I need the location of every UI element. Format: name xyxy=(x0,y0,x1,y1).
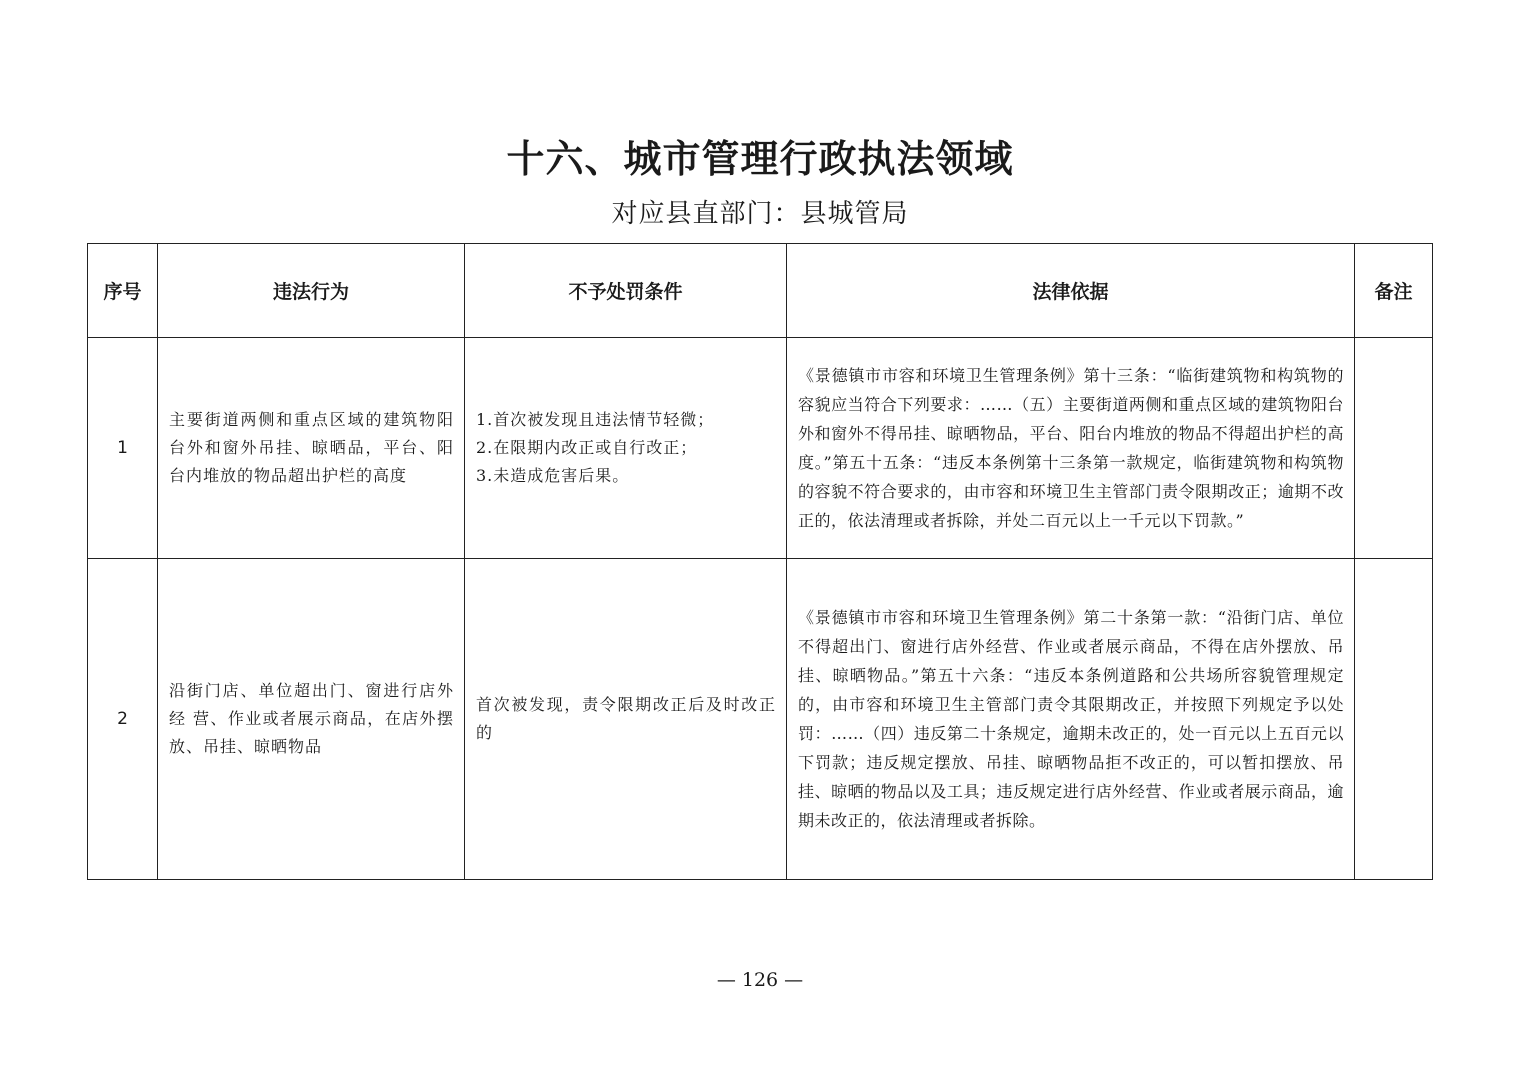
table-row xyxy=(88,338,1433,559)
row-behavior: 沿街门店、单位超出门、窗进行店外经 营、作业或者展示商品，在店外摆放、吊挂、晾晒物品 xyxy=(169,681,454,756)
row-condition-cell xyxy=(465,338,787,559)
header-condition: 不予处罚条件 xyxy=(465,244,787,338)
row-behavior-cell xyxy=(158,338,465,559)
condition-item: 2.在限期内改正或自行改正； xyxy=(476,438,698,457)
table-row xyxy=(88,559,1433,880)
condition-item: 1.首次被发现且违法情节轻微； xyxy=(476,410,715,429)
row-condition-cell xyxy=(465,559,787,880)
page-number: — 126 — xyxy=(716,969,804,991)
row-seq: 2 xyxy=(88,559,158,880)
penalty-exemption-table xyxy=(87,243,1433,880)
row-conditions xyxy=(465,406,786,490)
page-subtitle: 对应县直部门：县城管局 xyxy=(611,199,909,229)
condition-item: 首次被发现，责令限期改正后及时改正的 xyxy=(476,695,776,742)
table-body xyxy=(88,338,1433,880)
condition-item: 3.未造成危害后果。 xyxy=(476,466,630,485)
header-row xyxy=(88,244,1433,338)
row-remark xyxy=(1355,559,1433,880)
row-remark xyxy=(1355,338,1433,559)
row-behavior: 主要街道两侧和重点区域的建筑物阳台外和窗外吊挂、晾晒品，平台、阳台内堆放的物品超出护栏的高度 xyxy=(169,410,454,485)
row-basis-cell xyxy=(787,338,1355,559)
row-basis-cell xyxy=(787,559,1355,880)
row-behavior-cell xyxy=(158,559,465,880)
row-conditions xyxy=(465,691,786,747)
row-basis: 《景德镇市市容和环境卫生管理条例》第二十条第一款：“沿街门店、单位不得超出门、窗进行店外经营、作业或者展示商品，不得在店外摆放、吊挂、晾晒物品。”第五十六条：“违反本条例道路和公共场所容貌管理规定的，由市容和环境卫生主管部门责令其限期改正，并按照下列规定予以处罚：……（四）违反第二十条规定，逾期未改正的，处一百元以上五百元以下罚款；违反规定摆放、吊挂、晾晒物品拒不改正的，可以暂扣摆放、吊挂、晾晒的物品以及工具；违反规定进行店外经营、作业或者展示商品，逾期未改正的，依法清理或者拆除。 xyxy=(798,608,1344,830)
page-title: 十六、城市管理行政执法领域 xyxy=(506,137,1014,181)
header-seq: 序号 xyxy=(88,244,158,338)
table-header xyxy=(88,244,1433,338)
header-behavior: 违法行为 xyxy=(158,244,465,338)
row-basis: 《景德镇市市容和环境卫生管理条例》第十三条：“临街建筑物和构筑物的容貌应当符合下列要求：……（五）主要街道两侧和重点区域的建筑物阳台外和窗外不得吊挂、晾晒物品，平台、阳台内堆放的物品不得超出护栏的高度。”第五十五条：“违反本条例第十三条第一款规定，临街建筑物和构筑物的容貌不符合要求的，由市容和环境卫生主管部门责令限期改正；逾期不改正的，依法清理或者拆除，并处二百元以上一千元以下罚款。” xyxy=(798,366,1344,530)
header-remark: 备注 xyxy=(1355,244,1433,338)
header-basis: 法律依据 xyxy=(787,244,1355,338)
row-seq: 1 xyxy=(88,338,158,559)
